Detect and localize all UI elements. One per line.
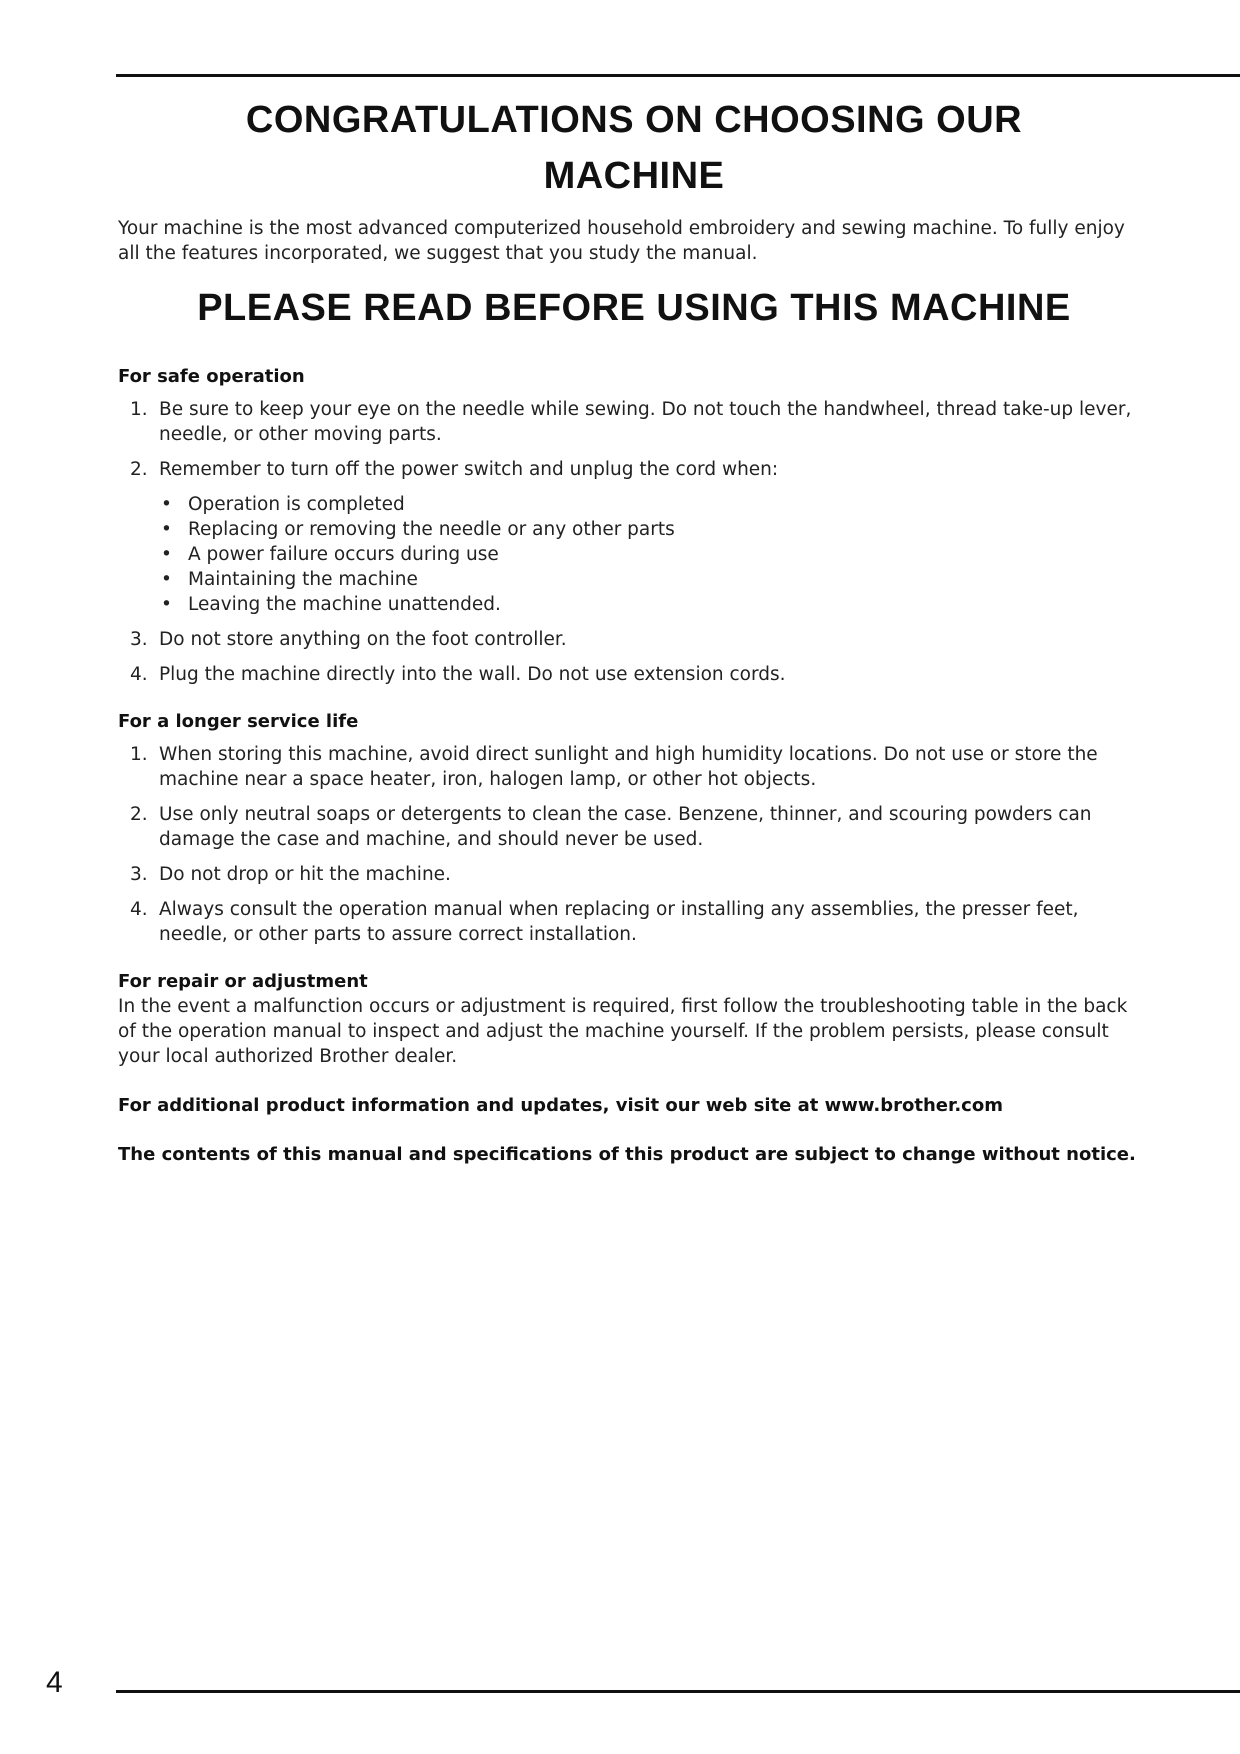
- bullet-text: A power failure occurs during use: [188, 544, 499, 565]
- list-item: [118, 897, 1150, 947]
- list-item: [118, 742, 1150, 792]
- list-item-number: 3.: [130, 629, 148, 650]
- list-item-number: 3.: [130, 864, 148, 885]
- list-item-text: Be sure to keep your eye on the needle while sewing. Do not touch the handwheel, thread take-up lever, needle, or other moving parts.: [159, 399, 1132, 445]
- list-item: [118, 397, 1150, 447]
- power-off-conditions-list: [159, 492, 1150, 617]
- bullet-icon: •: [161, 544, 172, 565]
- bullet-text: Operation is completed: [188, 494, 405, 515]
- list-item: [118, 802, 1150, 852]
- bullet-item: [159, 517, 1150, 542]
- list-item-number: 2.: [130, 459, 148, 480]
- bullet-icon: •: [161, 594, 172, 615]
- list-item-text: Remember to turn off the power switch and unplug the cord when:: [159, 459, 779, 480]
- bullet-icon: •: [161, 569, 172, 590]
- list-item-number: 4.: [130, 664, 148, 685]
- service-life-heading: For a longer service life: [118, 711, 359, 732]
- list-item-number: 4.: [130, 899, 148, 920]
- bullet-text: Replacing or removing the needle or any other parts: [188, 519, 675, 540]
- repair-heading: For repair or adjustment: [118, 971, 368, 992]
- bullet-text: Maintaining the machine: [188, 569, 418, 590]
- list-item: [118, 627, 1150, 652]
- safe-operation-list: [118, 397, 1150, 687]
- list-item-text: Always consult the operation manual when replacing or installing any assemblies, the presser feet, needle, or other parts to assure correct installation.: [159, 899, 1079, 945]
- safe-operation-heading: For safe operation: [118, 366, 305, 387]
- web-site-notice: For additional product information and updates, visit our web site at www.brother.com: [118, 1095, 1003, 1116]
- bullet-item: [159, 542, 1150, 567]
- congratulations-heading-line2: MACHINE: [543, 155, 725, 197]
- page-content: [118, 92, 1150, 1167]
- bullet-item: [159, 492, 1150, 517]
- change-notice: The contents of this manual and specifications of this product are subject to change without notice.: [118, 1144, 1136, 1165]
- bullet-icon: •: [161, 519, 172, 540]
- congratulations-heading: [204, 92, 1064, 204]
- list-item-text: Use only neutral soaps or detergents to clean the case. Benzene, thinner, and scouring powders can damage the case and machine, and should never be used.: [159, 804, 1092, 850]
- list-item: [118, 862, 1150, 887]
- page-number: 4: [46, 1666, 63, 1699]
- bottom-rule: [116, 1690, 1240, 1693]
- repair-paragraph: In the event a malfunction occurs or adjustment is required, first follow the troubleshooting table in the back of the operation manual to inspect and adjust the machine yourself. If the problem persists, please consult your local authorized Brother dealer.: [118, 996, 1128, 1067]
- intro-paragraph: Your machine is the most advanced computerized household embroidery and sewing machine. To fully enjoy all the features incorporated, we suggest that you study the manual.: [118, 218, 1125, 264]
- service-life-list: [118, 742, 1150, 947]
- list-item: [118, 662, 1150, 687]
- list-item: [118, 457, 1150, 617]
- list-item-text: Do not store anything on the foot controller.: [159, 629, 567, 650]
- list-item-number: 1.: [130, 399, 148, 420]
- list-item-text: Plug the machine directly into the wall. Do not use extension cords.: [159, 664, 786, 685]
- list-item-text: Do not drop or hit the machine.: [159, 864, 451, 885]
- bullet-item: [159, 567, 1150, 592]
- list-item-number: 1.: [130, 744, 148, 765]
- bullet-icon: •: [161, 494, 172, 515]
- list-item-number: 2.: [130, 804, 148, 825]
- congratulations-heading-line1: CONGRATULATIONS ON CHOOSING OUR: [245, 99, 1023, 141]
- list-item-text: When storing this machine, avoid direct sunlight and high humidity locations. Do not use or store the machine near a space heater, iron, halogen lamp, or other hot objects.: [159, 744, 1098, 790]
- please-read-heading: PLEASE READ BEFORE USING THIS MACHINE: [197, 287, 1071, 329]
- bullet-text: Leaving the machine unattended.: [188, 594, 501, 615]
- bullet-item: [159, 592, 1150, 617]
- top-rule: [116, 74, 1240, 77]
